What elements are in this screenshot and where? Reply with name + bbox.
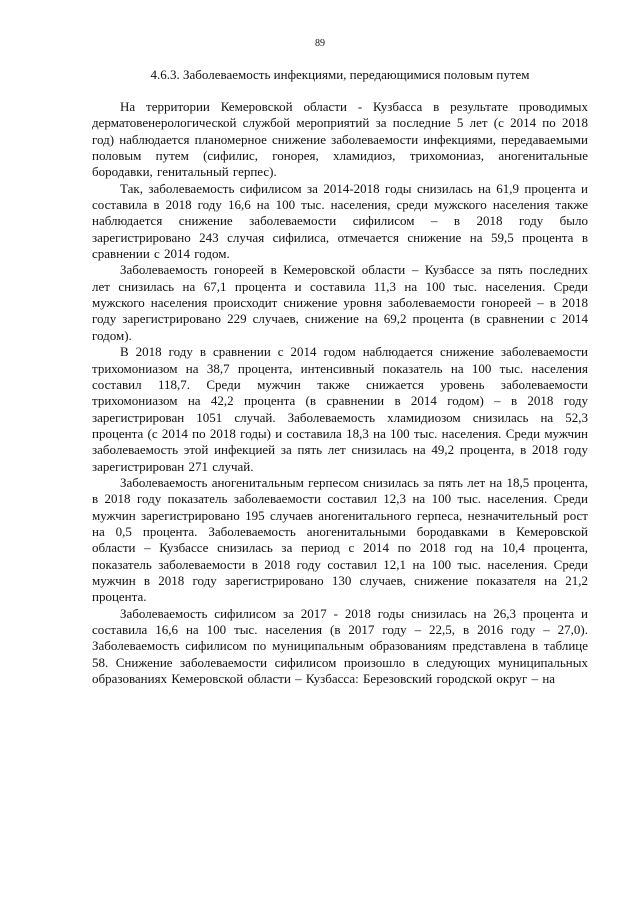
paragraph-trichomoniasis-chlamydia: В 2018 году в сравнении с 2014 годом наблюдается снижение заболеваемости трихомониазом на 38,7 процента, интенсивный показатель на 100 тыс. населения составил 118,7. Среди мужчин также снижается уровень заболеваемости трихомониазом на 42,2 процента (в сравнении в 2014 годом) – в 2018 году зарегистрирован 1051 случай. Заболеваемость хламидиозом снизилась на 52,3 процента (с 2014 по 2018 годы) и составила 18,3 на 100 тыс. населения. Среди мужчин заболеваемость этой инфекцией за пять лет снизилась на 49,2 процента, в 2018 году зарегистрирован 271 случай.	[92, 344, 588, 474]
page-number: 89	[315, 38, 325, 49]
section-title: 4.6.3. Заболеваемость инфекциями, передающимися половым путем	[150, 67, 530, 82]
paragraph-syphilis-municipal: Заболеваемость сифилисом за 2017 - 2018 годы снизилась на 26,3 процента и составила 16,6 на 100 тыс. населения (в 2017 году – 22,5, в 2016 году – 27,0). Заболеваемость сифилисом по муниципальным образованиям представлена в таблице 58. Снижение заболеваемости сифилисом произошло в следующих муниципальных образованиях Кемеровской области – Кузбасса: Березовский городской округ – на	[92, 605, 588, 687]
paragraph-herpes-warts: Заболеваемость аногенитальным герпесом снизилась за пять лет на 18,5 процента, в 2018 году показатель заболеваемости составил 12,3 на 100 тыс. населения. Среди мужчин зарегистрировано 195 случаев аногенитального герпеса, незначительный рост на 0,5 процента. Заболеваемость аногенитальными бородавками в Кемеровской области – Кузбассе снизилась за период с 2014 по 2018 год на 10,4 процента, показатель заболеваемости в 2018 году составил 12,1 на 100 тыс. населения. Среди мужчин в 2018 году зарегистрировано 130 случаев, снижение показателя на 21,2 процента.	[92, 474, 588, 605]
paragraph-intro: На территории Кемеровской области - Кузбасса в результате проводимых дерматовенерологической службой мероприятий за последние 5 лет (с 2014 по 2018 год) наблюдается планомерное снижение заболеваемости инфекциями, передаваемыми половым путем (сифилис, гонорея, хламидиоз, трихомониаз, аногенитальные бородавки, генитальный герпес).	[92, 99, 588, 180]
paragraph-syphilis: Так, заболеваемость сифилисом за 2014-2018 годы снизилась на 61,9 процента и составила в 2018 году 16,6 на 100 тыс. населения, среди мужского населения также наблюдается снижение заболеваемости сифилисом – в 2018 году было зарегистрировано 243 случая сифилиса, отмечается снижение на 59,5 процента в сравнении с 2014 годом.	[92, 180, 588, 262]
paragraph-gonorrhea: Заболеваемость гонореей в Кемеровской области – Кузбассе за пять последних лет снизилась на 67,1 процента и составила 11,3 на 100 тыс. населения. Среди мужского населения происходит снижение уровня заболеваемости гонореей – в 2018 году зарегистрировано 229 случаев, снижение на 69,2 процента (в сравнении с 2014 годом).	[92, 262, 588, 343]
body-text	[92, 99, 588, 687]
